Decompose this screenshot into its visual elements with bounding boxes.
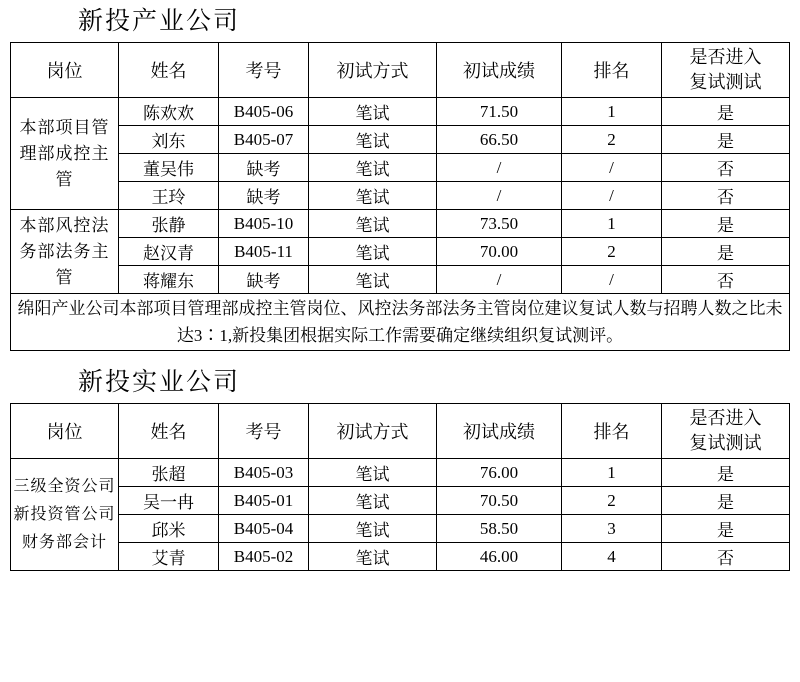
header-post: 岗位 bbox=[11, 43, 119, 98]
cell-rank: 1 bbox=[562, 459, 662, 487]
cell-pass: 是 bbox=[662, 515, 790, 543]
cell-rank: 1 bbox=[562, 210, 662, 238]
cell-name: 蒋耀东 bbox=[119, 266, 219, 294]
note-text: 绵阳产业公司本部项目管理部成控主管岗位、风控法务部法务主管岗位建议复试人数与招聘人数之比未达3∶1,新投集团根据实际工作需要确定继续组织复试测评。 bbox=[11, 294, 790, 351]
cell-name: 吴一冉 bbox=[119, 487, 219, 515]
cell-rank: 3 bbox=[562, 515, 662, 543]
header-pass-line2: 复试测试 bbox=[689, 433, 762, 453]
cell-exam-number: B405-11 bbox=[219, 238, 309, 266]
cell-rank: 2 bbox=[562, 487, 662, 515]
header-post: 岗位 bbox=[11, 404, 119, 459]
cell-name: 艾青 bbox=[119, 543, 219, 571]
cell-rank: / bbox=[562, 266, 662, 294]
table-row bbox=[11, 487, 790, 515]
cell-method: 笔试 bbox=[309, 182, 437, 210]
cell-score: 70.00 bbox=[437, 238, 562, 266]
cell-score: / bbox=[437, 266, 562, 294]
header-pass bbox=[662, 404, 790, 459]
cell-exam-number: B405-03 bbox=[219, 459, 309, 487]
cell-exam-number: B405-04 bbox=[219, 515, 309, 543]
post-cell: 三级全资公司新投资管公司财务部会计 bbox=[11, 459, 119, 571]
table-row bbox=[11, 515, 790, 543]
cell-name: 刘东 bbox=[119, 126, 219, 154]
cell-exam-number: B405-02 bbox=[219, 543, 309, 571]
cell-name: 陈欢欢 bbox=[119, 98, 219, 126]
cell-score: / bbox=[437, 154, 562, 182]
cell-pass: 是 bbox=[662, 98, 790, 126]
cell-method: 笔试 bbox=[309, 98, 437, 126]
cell-score: 46.00 bbox=[437, 543, 562, 571]
cell-rank: 1 bbox=[562, 98, 662, 126]
table-header-row bbox=[11, 404, 790, 459]
cell-method: 笔试 bbox=[309, 487, 437, 515]
header-pass-line2: 复试测试 bbox=[689, 72, 762, 92]
cell-exam-number: 缺考 bbox=[219, 266, 309, 294]
cell-score: / bbox=[437, 182, 562, 210]
cell-method: 笔试 bbox=[309, 459, 437, 487]
cell-exam-number: 缺考 bbox=[219, 182, 309, 210]
header-exam-method: 初试方式 bbox=[309, 43, 437, 98]
cell-score: 73.50 bbox=[437, 210, 562, 238]
cell-exam-number: 缺考 bbox=[219, 154, 309, 182]
header-score: 初试成绩 bbox=[437, 404, 562, 459]
post-cell: 本部风控法务部法务主管 bbox=[11, 210, 119, 294]
cell-score: 71.50 bbox=[437, 98, 562, 126]
cell-pass: 是 bbox=[662, 459, 790, 487]
cell-method: 笔试 bbox=[309, 210, 437, 238]
cell-name: 董吴伟 bbox=[119, 154, 219, 182]
table-note-row bbox=[11, 294, 790, 351]
cell-rank: 4 bbox=[562, 543, 662, 571]
table-row bbox=[11, 459, 790, 487]
table-row bbox=[11, 210, 790, 238]
header-name: 姓名 bbox=[119, 404, 219, 459]
cell-method: 笔试 bbox=[309, 266, 437, 294]
cell-name: 邱米 bbox=[119, 515, 219, 543]
cell-pass: 是 bbox=[662, 487, 790, 515]
cell-exam-number: B405-07 bbox=[219, 126, 309, 154]
results-table-industry-company bbox=[10, 42, 790, 351]
header-score: 初试成绩 bbox=[437, 43, 562, 98]
cell-pass: 是 bbox=[662, 238, 790, 266]
cell-pass: 否 bbox=[662, 182, 790, 210]
cell-score: 66.50 bbox=[437, 126, 562, 154]
section-title-real-business-company: 新投实业公司 bbox=[78, 368, 241, 396]
cell-exam-number: B405-06 bbox=[219, 98, 309, 126]
table-row bbox=[11, 98, 790, 126]
table-row bbox=[11, 182, 790, 210]
table-row bbox=[11, 238, 790, 266]
header-pass bbox=[662, 43, 790, 98]
cell-method: 笔试 bbox=[309, 238, 437, 266]
cell-method: 笔试 bbox=[309, 126, 437, 154]
cell-pass: 否 bbox=[662, 154, 790, 182]
cell-rank: / bbox=[562, 154, 662, 182]
cell-method: 笔试 bbox=[309, 515, 437, 543]
cell-name: 张静 bbox=[119, 210, 219, 238]
cell-pass: 是 bbox=[662, 210, 790, 238]
table-header-row bbox=[11, 43, 790, 98]
results-table-real-business-company bbox=[10, 403, 790, 571]
header-pass-line1: 是否进入 bbox=[689, 408, 762, 428]
cell-name: 王玲 bbox=[119, 182, 219, 210]
cell-pass: 是 bbox=[662, 126, 790, 154]
cell-pass: 否 bbox=[662, 266, 790, 294]
cell-method: 笔试 bbox=[309, 543, 437, 571]
header-name: 姓名 bbox=[119, 43, 219, 98]
cell-name: 张超 bbox=[119, 459, 219, 487]
cell-rank: 2 bbox=[562, 238, 662, 266]
cell-score: 76.00 bbox=[437, 459, 562, 487]
cell-score: 70.50 bbox=[437, 487, 562, 515]
header-exam-method: 初试方式 bbox=[309, 404, 437, 459]
header-rank: 排名 bbox=[562, 404, 662, 459]
cell-rank: / bbox=[562, 182, 662, 210]
cell-exam-number: B405-10 bbox=[219, 210, 309, 238]
section-title-industry-company: 新投产业公司 bbox=[78, 7, 241, 35]
cell-score: 58.50 bbox=[437, 515, 562, 543]
cell-pass: 否 bbox=[662, 543, 790, 571]
table-row bbox=[11, 154, 790, 182]
table-row bbox=[11, 543, 790, 571]
post-cell: 本部项目管理部成控主管 bbox=[11, 98, 119, 210]
cell-rank: 2 bbox=[562, 126, 662, 154]
table-row bbox=[11, 126, 790, 154]
cell-method: 笔试 bbox=[309, 154, 437, 182]
header-pass-line1: 是否进入 bbox=[689, 47, 762, 67]
header-exam-number: 考号 bbox=[219, 43, 309, 98]
cell-exam-number: B405-01 bbox=[219, 487, 309, 515]
header-rank: 排名 bbox=[562, 43, 662, 98]
table-row bbox=[11, 266, 790, 294]
header-exam-number: 考号 bbox=[219, 404, 309, 459]
cell-name: 赵汉青 bbox=[119, 238, 219, 266]
